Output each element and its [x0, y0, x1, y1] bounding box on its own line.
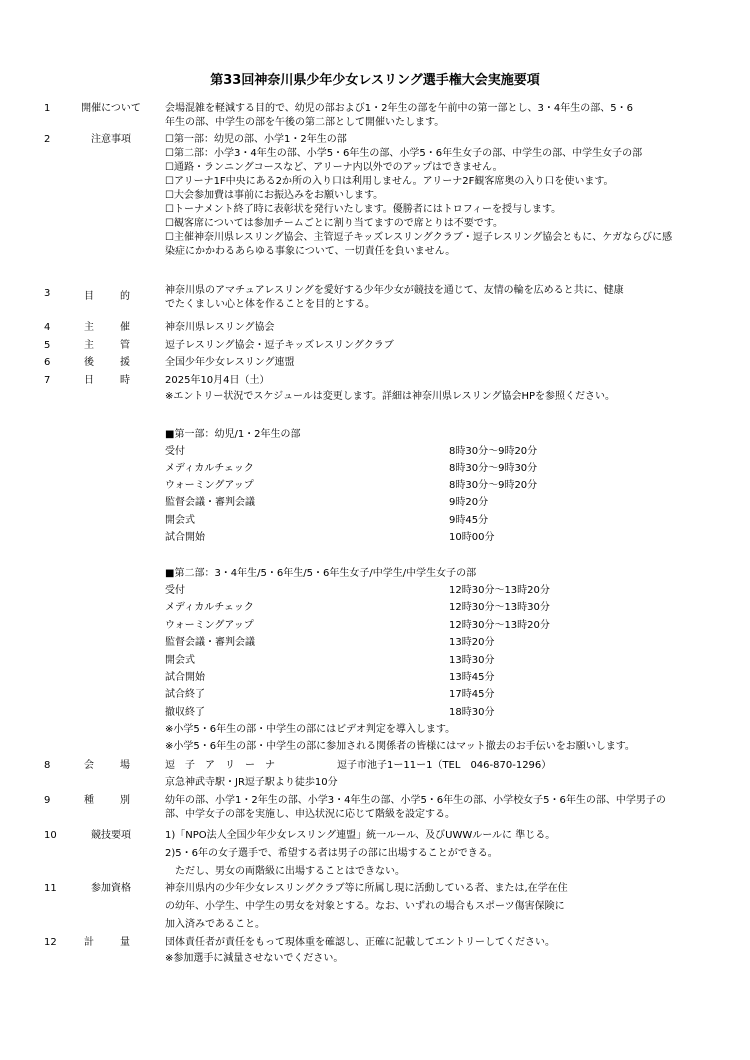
section-text: 2)5・6年の女子選手で、希望する者は男子の部に出場することができる。: [165, 848, 498, 859]
schedule-heading: ■第二部：3・4年生/5・6年生/5・6年生女子/中学生/中学生女子の部: [165, 568, 477, 579]
section-number: 10: [44, 830, 57, 841]
schedule-heading: ■第一部：幼児/1・2年生の部: [165, 429, 301, 440]
schedule-time: 13時30分: [449, 655, 495, 666]
checklist-item: 染症にかかわるあらゆる事象について、一切責任を負いません。: [165, 246, 456, 257]
checklist-item: ☐主催神奈川県レスリング協会、主管逗子キッズレスリングクラブ・逗子レスリング協会ともに、ケガならびに感: [165, 232, 673, 243]
schedule-item: 開会式: [165, 515, 195, 526]
schedule-item: 開会式: [165, 655, 195, 666]
section-text: ただし、男女の両階級に出場することはできない。: [165, 866, 405, 877]
schedule-item: 監督会議・審判会議: [165, 637, 255, 648]
checklist-item: ☐通路・ランニングコースなど、アリーナ内以外でのアップはできません。: [165, 162, 503, 173]
section-text: 全国少年少女レスリング連盟: [165, 357, 295, 368]
section-note: ※エントリー状況でスケジュールは変更します。詳細は神奈川県レスリング協会HPを参照ください。: [165, 391, 616, 402]
section-label: 日 時: [84, 375, 138, 386]
schedule-item: 監督会議・審判会議: [165, 497, 255, 508]
venue-address: 逗子市池子1ー11ー1（TEL 046-870-1296）: [337, 760, 552, 771]
schedule-item: 撤収終了: [165, 707, 205, 718]
section-label: 競技要項: [91, 830, 131, 841]
section-text: 神奈川県レスリング協会: [165, 322, 275, 333]
section-text: 1)「NPO法人全国少年少女レスリング連盟」統一ルール、及びUWWルールに 準じる。: [165, 830, 556, 841]
section-label: 種 別: [84, 795, 138, 806]
section-label: 計 量: [84, 937, 138, 948]
checklist-item: ☐トーナメント終了時に表彰状を発行いたします。優勝者にはトロフィーを授与します。: [165, 204, 562, 215]
schedule-item: 試合開始: [165, 532, 205, 543]
schedule-item: 試合開始: [165, 672, 205, 683]
schedule-note: ※小学5・6年生の部・中学生の部にはビデオ判定を導入します。: [165, 724, 456, 735]
section-text: の幼年、小学生、中学生の男女を対象とする。なお、いずれの場合もスポーツ傷害保険に: [165, 901, 565, 912]
section-label: 注意事項: [91, 134, 131, 145]
schedule-item: メディカルチェック: [165, 463, 254, 474]
schedule-time: 13時20分: [449, 637, 495, 648]
section-label: 参加資格: [91, 883, 131, 894]
section-label: 主 催: [84, 322, 138, 333]
section-number: 4: [44, 322, 51, 333]
schedule-time: 10時00分: [449, 532, 495, 543]
schedule-note: ※小学5・6年生の部・中学生の部に参加される関係者の皆様にはマット撤去のお手伝いをお願いします。: [165, 741, 635, 752]
schedule-time: 12時30分～13時20分: [449, 585, 550, 596]
section-number: 1: [44, 103, 51, 114]
schedule-time: 9時20分: [449, 497, 489, 508]
schedule-time: 18時30分: [449, 707, 495, 718]
schedule-item: ウォーミングアップ: [165, 480, 254, 491]
schedule-time: 8時30分～9時20分: [449, 446, 538, 457]
schedule-time: 12時30分～13時30分: [449, 602, 550, 613]
checklist-item: ☐第一部：幼児の部、小学1・2年生の部: [165, 134, 347, 145]
schedule-item: 試合終了: [165, 689, 205, 700]
schedule-time: 13時45分: [449, 672, 495, 683]
section-number: 9: [44, 795, 51, 806]
section-number: 11: [44, 883, 57, 894]
section-text: 幼年の部、小学1・2年生の部、小学3・4年生の部、小学5・6年生の部、小学校女子5・6年生の部、中学男子の: [165, 795, 666, 806]
schedule-item: ウォーミングアップ: [165, 620, 254, 631]
schedule-time: 17時45分: [449, 689, 495, 700]
section-number: 12: [44, 937, 57, 948]
section-number: 2: [44, 134, 51, 145]
schedule-time: 9時45分: [449, 515, 489, 526]
schedule-time: 8時30分～9時30分: [449, 463, 538, 474]
section-label: 開催について: [81, 103, 141, 114]
section-number: 6: [44, 357, 51, 368]
checklist-item: ☐観客席については参加チームごとに割り当てますので席とりは不要です。: [165, 218, 503, 229]
section-label: 目 的: [84, 291, 138, 302]
section-text: 部、中学女子の部を実施し、申込状況に応じて階級を設定する。: [165, 809, 455, 820]
section-text: 逗子レスリング協会・逗子キッズレスリングクラブ: [165, 340, 394, 351]
schedule-time: 8時30分～9時20分: [449, 480, 538, 491]
section-label: 後 援: [84, 357, 138, 368]
section-text: 神奈川県内の少年少女レスリングクラブ等に所属し現に活動している者、または,在学在住: [165, 883, 568, 894]
venue-name: 逗 子 ア リ ー ナ: [165, 760, 275, 771]
page-title: 第33回神奈川県少年少女レスリング選手権大会実施要項: [210, 73, 540, 88]
section-number: 8: [44, 760, 51, 771]
schedule-time: 12時30分～13時20分: [449, 620, 550, 631]
section-text: でたくましい心と体を作ることを目的とする。: [165, 299, 375, 310]
section-number: 3: [44, 288, 51, 299]
section-note: ※参加選手に減量させないでください。: [165, 953, 344, 964]
event-date: 2025年10月4日（土）: [165, 375, 270, 386]
section-number: 7: [44, 375, 51, 386]
checklist-item: ☐第二部：小学3・4年生の部、小学5・6年生の部、小学5・6年生女子の部、中学生の部、中学生女子の部: [165, 148, 643, 159]
schedule-item: 受付: [165, 585, 185, 596]
section-text: 会場混雑を軽減する目的で、幼児の部および1・2年生の部を午前中の第一部とし、3・4年生の部、5・6: [165, 103, 633, 114]
section-label: 会 場: [84, 760, 138, 771]
venue-access: 京急神武寺駅・JR逗子駅より徒歩10分: [165, 777, 338, 788]
section-label: 主 管: [84, 340, 138, 351]
checklist-item: ☐アリーナ1F中央にある2か所の入り口は利用しません。アリーナ2F観客席奥の入り口を使います。: [165, 176, 614, 187]
section-text: 加入済みであること。: [165, 919, 265, 930]
checklist-item: ☐大会参加費は事前にお振込みをお願いします。: [165, 190, 384, 201]
schedule-item: メディカルチェック: [165, 602, 254, 613]
schedule-item: 受付: [165, 446, 185, 457]
section-text: 年生の部、中学生の部を午後の第二部として開催いたします。: [165, 117, 445, 128]
section-number: 5: [44, 340, 51, 351]
section-text: 神奈川県のアマチュアレスリングを愛好する少年少女が競技を通じて、友情の輪を広めると共に、健康: [165, 285, 624, 296]
section-text: 団体責任者が責任をもって現体重を確認し、正確に記載してエントリーしてください。: [165, 937, 555, 948]
